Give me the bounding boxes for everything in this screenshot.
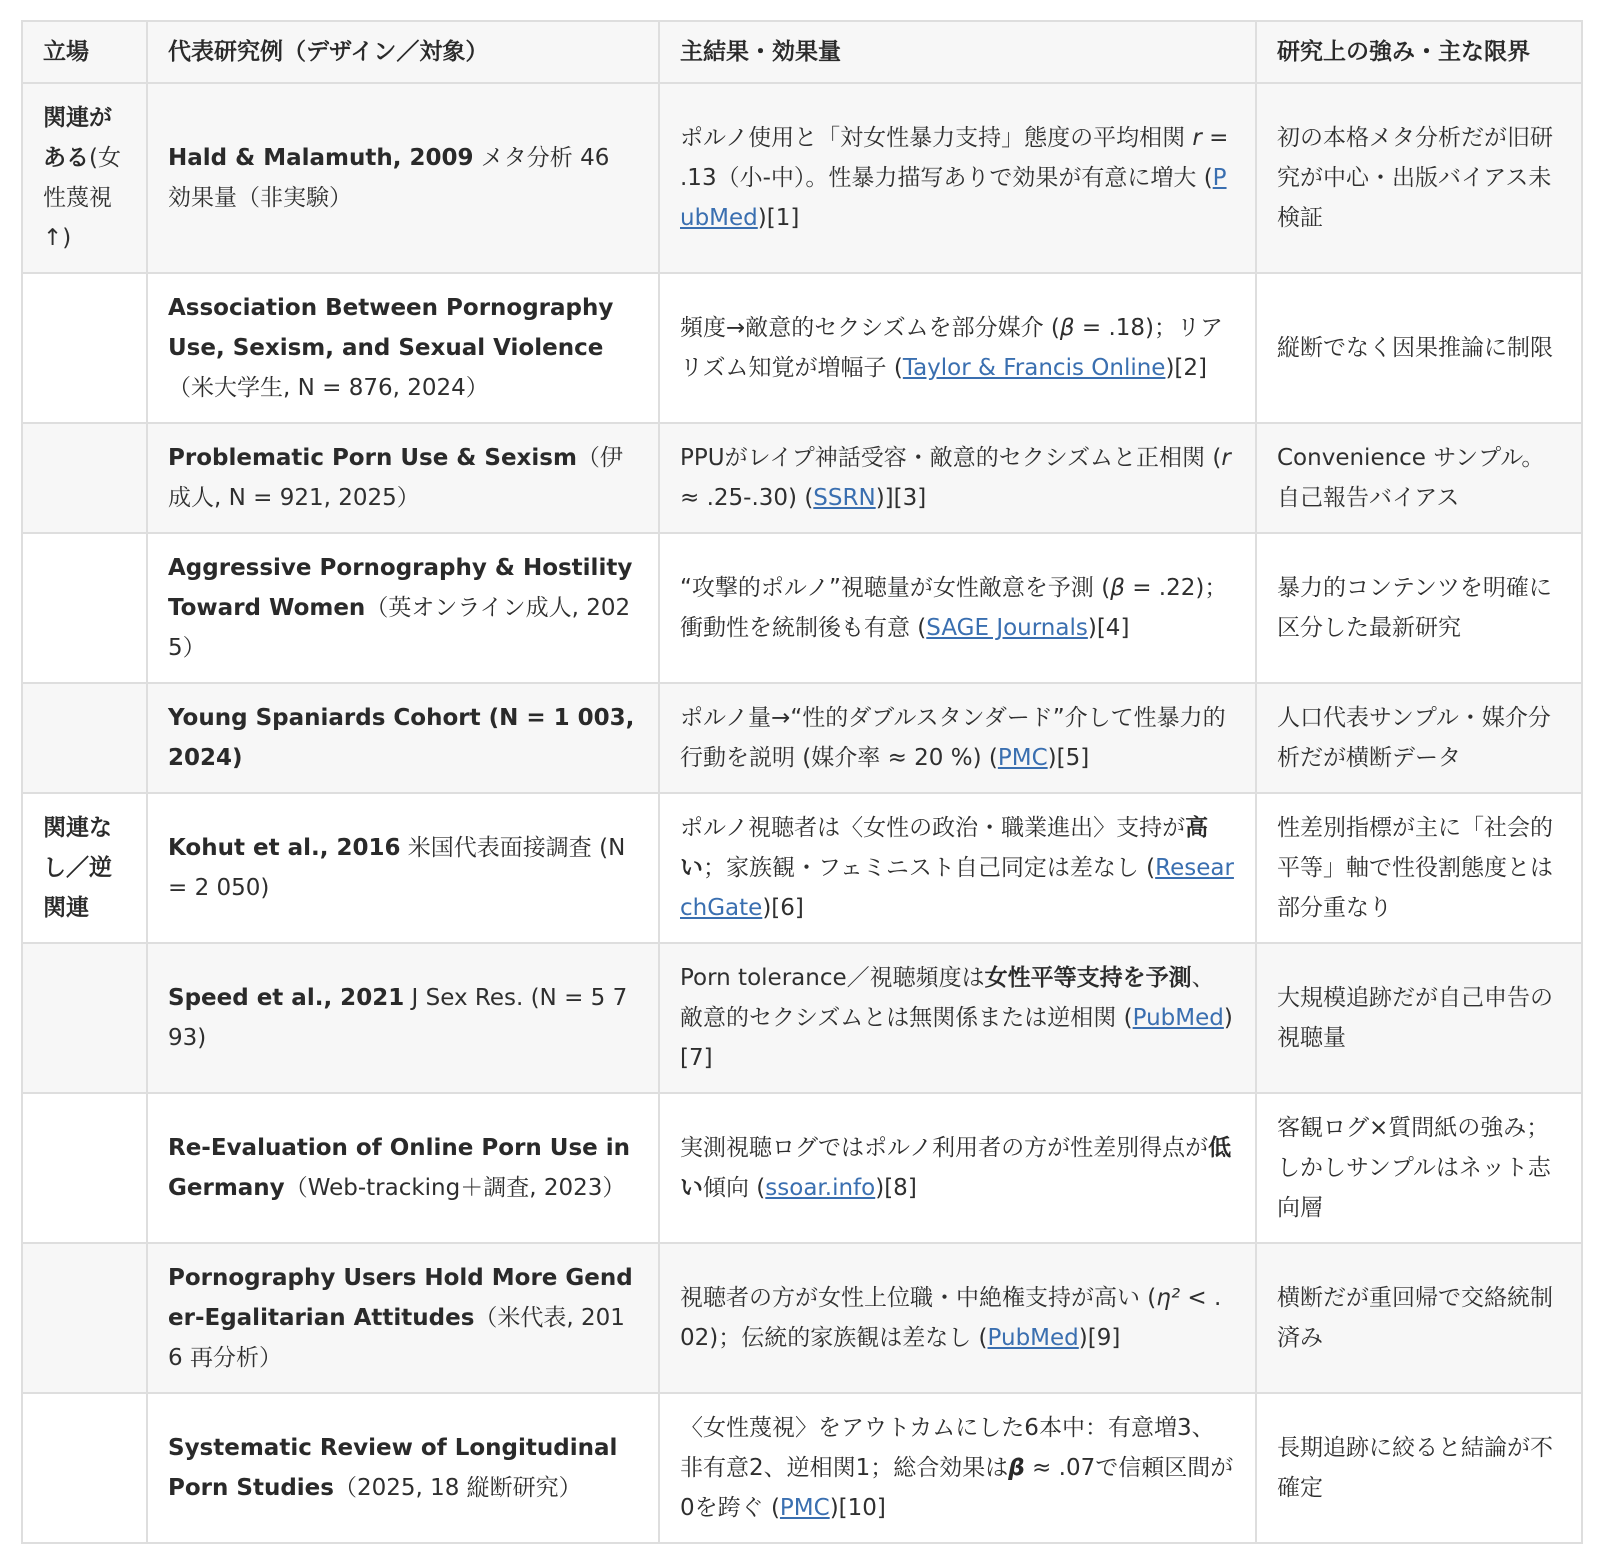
stance-cell [22,533,147,683]
result-cell [659,533,1256,683]
table-row [22,683,1582,793]
table-container [21,20,1581,1544]
citation-ref: )][3] [875,485,927,511]
table-row [22,273,1582,423]
study-detail: （米大学生, N = 876, 2024） [168,375,489,401]
study-cell [147,83,659,273]
result-cell [659,943,1256,1093]
result-text: ；家族観・フェミニスト自己同定は差なし ( [703,855,1156,881]
limitation-cell: Convenience サンプル。自己報告バイアス [1256,423,1582,533]
result-cell [659,1243,1256,1393]
stance-cell [22,423,147,533]
citation-ref: )[1] [757,205,800,231]
study-title: Young Spaniards Cohort (N = 1 003, 2024) [168,705,635,771]
result-text: = .13（小-中）。性暴力描写ありで効果が有意に増大 ( [680,125,1229,191]
source-link[interactable]: Taylor & Francis Online [902,355,1166,381]
result-cell [659,83,1256,273]
study-cell [147,533,659,683]
study-title: Pornography Users Hold More Gender-Egalitarian Attitudes [168,1265,633,1331]
study-detail: 米国代表面接調査 (N = 2 050) [168,835,626,901]
table-row [22,1093,1582,1243]
limitation-cell: 客観ログ×質問紙の強み；しかしサンプルはネット志向層 [1256,1093,1582,1243]
result-emphasis: 女性平等支持を予測 [984,965,1192,991]
result-text: 、敵意的セクシズムとは無関係または逆相関 ( [680,965,1215,1031]
source-link[interactable]: SAGE Journals [926,615,1088,641]
stance-cell [22,943,147,1093]
study-cell [147,1393,659,1543]
limitation-cell: 性差別指標が主に「社会的平等」軸で性役割態度とは部分重なり [1256,793,1582,943]
limitation-cell: 長期追跡に絞ると結論が不確定 [1256,1393,1582,1543]
study-cell [147,943,659,1093]
result-text: ≈ .25-.30) ( [680,485,814,511]
header-stance: 立場 [22,21,147,83]
stance-label: 関連なし／逆関連 [43,815,112,921]
result-cell [659,1393,1256,1543]
result-text: 実測視聴ログではポルノ利用者の方が性差別得点が [680,1135,1209,1161]
study-title: Problematic Porn Use & Sexism [168,445,577,471]
limitation-cell: 初の本格メタ分析だが旧研究が中心・出版バイアス未検証 [1256,83,1582,273]
result-cell [659,683,1256,793]
study-title: Association Between Pornography Use, Sexism, and Sexual Violence [168,295,614,361]
study-title: Kohut et al., 2016 [168,835,401,861]
header-limitation: 研究上の強み・主な限界 [1256,21,1582,83]
result-cell [659,423,1256,533]
result-text: = .22)；衝動性を統制後も有意 ( [680,575,1228,641]
citation-ref: )[4] [1087,615,1130,641]
result-stat-symbol: r [1221,445,1231,471]
result-stat-symbol: β [1110,575,1125,601]
source-link[interactable]: ssoar.info [765,1175,876,1201]
table-row [22,83,1582,273]
study-title: Hald & Malamuth, 2009 [168,145,474,171]
stance-cell [22,1093,147,1243]
result-text: < .02)；伝統的家族観は差なし ( [680,1285,1222,1351]
stance-cell [22,683,147,793]
limitation-cell: 暴力的コンテンツを明確に区分した最新研究 [1256,533,1582,683]
result-text: = .18)；リアリズム知覚が増幅子 ( [680,315,1224,381]
result-text: ≈ .07で信頼区間が0を跨ぐ ( [680,1455,1234,1521]
study-detail: メタ分析 46 効果量（非実験） [168,145,610,211]
source-link[interactable]: PMC [779,1495,830,1521]
study-title: Systematic Review of Longitudinal Porn Studies [168,1435,618,1501]
citation-ref: )[9] [1078,1325,1121,1351]
result-text: 視聴者の方が女性上位職・中絶権支持が高い ( [680,1285,1157,1311]
study-cell [147,793,659,943]
header-result: 主結果・効果量 [659,21,1256,83]
result-emphasis: 高い [680,815,1209,881]
study-cell [147,273,659,423]
result-text: 頻度→敵意的セクシズムを部分媒介 ( [680,315,1060,341]
study-detail: （2025, 18 縦断研究） [333,1475,582,1501]
limitation-cell: 横断だが重回帰で交絡統制済み [1256,1243,1582,1393]
result-stat-symbol: β [1059,315,1075,341]
table-row [22,1393,1582,1543]
limitation-cell: 大規模追跡だが自己申告の視聴量 [1256,943,1582,1093]
source-link[interactable]: PubMed [680,165,1227,231]
result-emphasis: β [1008,1455,1025,1481]
study-cell [147,1243,659,1393]
result-emphasis: 低い [680,1135,1232,1201]
source-link[interactable]: ResearchGate [680,855,1234,921]
result-text: Porn tolerance／視聴頻度は [680,965,985,991]
citation-ref: )[8] [875,1175,917,1201]
limitation-cell: 縦断でなく因果推論に制限 [1256,273,1582,423]
study-cell [147,683,659,793]
result-cell [659,1093,1256,1243]
result-text: “攻撃的ポルノ”視聴量が女性敵意を予測 ( [680,575,1111,601]
result-text: 傾向 ( [703,1175,766,1201]
study-cell [147,423,659,533]
table-header-row [22,21,1582,83]
study-detail: （英オンライン成人, 2025） [168,595,631,661]
study-title: Speed et al., 2021 [168,985,405,1011]
stance-note: (女性蔑視↑) [43,145,121,251]
source-link[interactable]: PMC [997,745,1048,771]
table-row [22,533,1582,683]
result-text: ポルノ量→“性的ダブルスタンダード”介して性暴力的行動を説明 (媒介率 ≈ 20 %) ( [680,705,1226,771]
result-text: PPUがレイプ神話受容・敵意的セクシズムと正相関 ( [680,445,1222,471]
table-row [22,1243,1582,1393]
study-title: Aggressive Pornography & Hostility Toward Women [168,555,633,621]
result-text: ポルノ使用と「対女性暴力支持」態度の平均相関 [680,125,1193,151]
limitation-cell: 人口代表サンプル・媒介分析だが横断データ [1256,683,1582,793]
stance-cell [22,1393,147,1543]
source-link[interactable]: PubMed [1132,1005,1224,1031]
result-stat-symbol: r [1192,125,1202,151]
citation-ref: )[7] [680,1005,1233,1071]
study-title: Re-Evaluation of Online Porn Use in Germany [168,1135,631,1201]
citation-ref: )[6] [762,895,804,921]
stance-cell [22,273,147,423]
study-cell [147,1093,659,1243]
citation-ref: )[2] [1165,355,1208,381]
result-cell [659,793,1256,943]
research-comparison-table [21,20,1583,1544]
study-detail: （Web-tracking＋調査, 2023） [284,1175,626,1201]
result-text: 〈女性蔑視〉をアウトカムにした6本中：有意増3、非有意2、逆相関1；総合効果は [680,1415,1215,1481]
citation-ref: )[5] [1047,745,1090,771]
table-row [22,943,1582,1093]
stance-cell [22,793,147,943]
header-study: 代表研究例（デザイン／対象） [147,21,659,83]
result-cell [659,273,1256,423]
study-detail: J Sex Res. (N = 5 793) [168,985,628,1051]
stance-label: 関連がある [43,105,112,171]
study-detail: （伊成人, N = 921, 2025） [168,445,623,511]
result-stat-symbol: η² [1156,1285,1181,1311]
stance-cell [22,1243,147,1393]
citation-ref: )[10] [829,1495,886,1521]
table-row [22,793,1582,943]
source-link[interactable]: PubMed [987,1325,1079,1351]
source-link[interactable]: SSRN [813,485,876,511]
stance-cell [22,83,147,273]
table-row [22,423,1582,533]
study-detail: （米代表, 2016 再分析） [168,1305,625,1371]
result-text: ポルノ視聴者は〈女性の政治・職業進出〉支持が [680,815,1186,841]
